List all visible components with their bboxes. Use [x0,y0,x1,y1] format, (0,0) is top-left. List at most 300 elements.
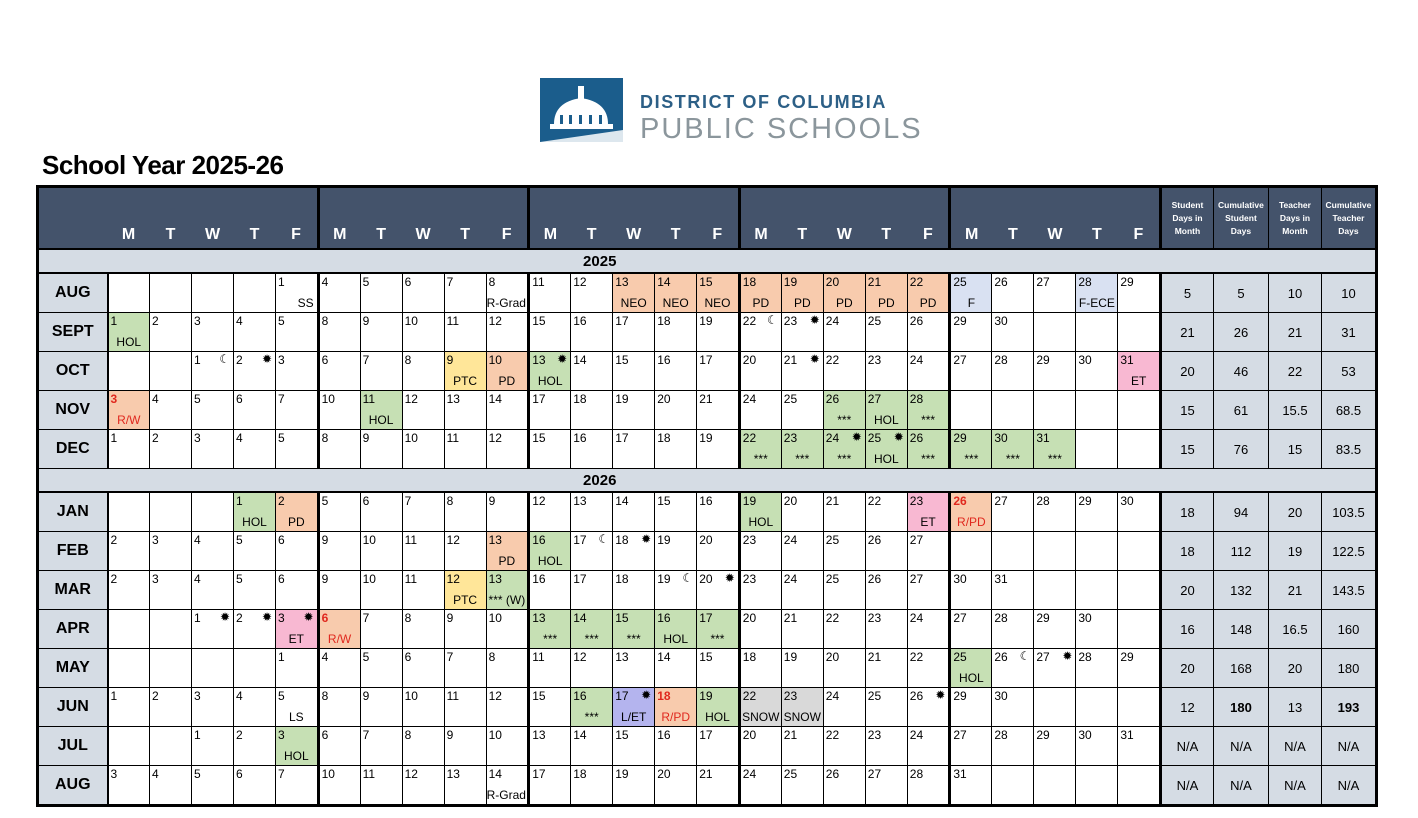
calendar-day [992,273,1034,313]
day-number: 26 [867,572,882,586]
month-label: APR [38,610,108,649]
day-event-label: F-ECE [1078,296,1115,310]
calendar-day [907,391,950,430]
calendar-day [739,273,781,313]
day-number: 15 [699,275,713,289]
stat-value: N/A [1321,766,1376,806]
calendar-day [108,571,150,610]
calendar-day [781,610,823,649]
calendar-day [571,649,613,688]
calendar-empty [1118,313,1161,352]
weekday-header: M [950,187,992,250]
calendar-day [613,727,655,766]
day-number: 19 [615,767,629,781]
calendar-day [571,430,613,469]
calendar-empty [1118,571,1161,610]
day-event-label: HOL [705,710,730,724]
day-number: 13 [615,275,629,289]
day-number: 4 [236,431,243,445]
calendar-day [739,313,781,352]
month-row [38,571,1377,610]
day-number: 3 [278,611,285,625]
calendar-day [402,688,444,727]
day-number: 27 [867,767,882,781]
month-label: JAN [38,492,108,532]
calendar-day [907,610,950,649]
page-title: School Year 2025-26 [42,150,284,180]
day-number: 5 [278,431,285,445]
day-number: 11 [446,431,460,445]
calendar-day [823,313,865,352]
calendar-empty [108,727,150,766]
calendar-day [444,313,486,352]
day-number: 28 [994,611,1008,625]
calendar-day [529,766,571,806]
day-number: 24 [825,431,840,445]
calendar-day [444,430,486,469]
day-number: 19 [657,572,671,586]
day-number: 6 [404,650,412,664]
calendar-day [360,313,402,352]
stat-value: 15 [1160,391,1213,430]
day-number: 18 [742,275,757,289]
calendar-day [276,766,319,806]
day-number: 25 [953,275,967,289]
day-number: 27 [1036,650,1050,664]
day-number: 26 [909,314,924,328]
calendar-day [529,610,571,649]
calendar-day [318,430,360,469]
day-number: 7 [278,392,285,406]
moon-icon: ☾ [682,571,694,585]
calendar-empty [992,766,1034,806]
calendar-empty [150,273,192,313]
calendar-day [444,571,486,610]
calendar-day [444,352,486,391]
calendar-day [444,532,486,571]
calendar-empty [150,610,192,649]
day-number: 8 [488,650,496,664]
calendar-day [402,532,444,571]
calendar-empty [992,391,1034,430]
day-number: 1 [194,728,201,742]
day-number: 29 [1120,650,1134,664]
calendar-day [360,571,402,610]
school-calendar-table [36,185,1378,807]
day-event-label: R/PD [957,515,986,529]
calendar-day [823,492,865,532]
calendar-day [529,492,571,532]
weekday-header: W [192,187,234,250]
day-number: 12 [446,533,460,547]
sun-icon: ✹ [809,313,820,327]
day-number: 9 [321,572,329,586]
calendar-day [234,352,276,391]
calendar-day [402,610,444,649]
weekday-header: T [571,187,613,250]
calendar-day [234,532,276,571]
calendar-day [823,727,865,766]
calendar-day [613,492,655,532]
calendar-day [529,313,571,352]
year-spacer [1160,249,1376,273]
day-number: 2 [278,494,285,508]
calendar-day [697,571,740,610]
day-number: 15 [699,650,713,664]
month-row [38,649,1377,688]
day-number: 2 [110,533,118,547]
calendar-day [360,766,402,806]
stat-value: 53 [1321,352,1376,391]
calendar-empty [1118,766,1161,806]
day-number: 22 [909,650,924,664]
calendar-empty [1034,571,1076,610]
day-event-label: *** [1005,452,1020,466]
day-number: 31 [1036,431,1050,445]
calendar-day [150,571,192,610]
calendar-day [865,727,907,766]
month-row [38,430,1377,469]
day-number: 28 [994,353,1008,367]
stat-value: 20 [1268,649,1321,688]
weekday-header: T [1076,187,1118,250]
calendar-day [823,649,865,688]
calendar-day [950,727,992,766]
calendar-empty [1118,391,1161,430]
calendar-day [444,273,486,313]
month-label: JUL [38,727,108,766]
sun-icon: ✹ [641,532,652,546]
day-number: 9 [362,314,370,328]
calendar-day [823,352,865,391]
day-event-label: HOL [242,515,267,529]
day-number: 25 [783,392,798,406]
calendar-day [655,649,697,688]
calendar-day [613,766,655,806]
calendar-day [402,492,444,532]
day-number: 1 [194,353,201,367]
calendar-day [655,352,697,391]
calendar-day [697,391,740,430]
calendar-day [781,492,823,532]
day-number: 24 [783,572,798,586]
day-number: 27 [1036,275,1050,289]
day-number: 23 [867,611,882,625]
month-label: NOV [38,391,108,430]
day-number: 28 [1078,275,1092,289]
stat-header: Student Days in Month [1160,187,1213,250]
calendar-day [739,532,781,571]
calendar-day [402,391,444,430]
stat-value: 76 [1213,430,1268,469]
day-number: 3 [278,728,285,742]
year-label: 2025 [38,249,1161,273]
calendar-day [108,313,150,352]
weekday-header: T [655,187,697,250]
calendar-day [907,352,950,391]
day-number: 28 [909,767,924,781]
stat-value: 143.5 [1321,571,1376,610]
day-number: 12 [488,314,502,328]
day-event-label: *** [921,413,936,427]
day-number: 29 [1036,353,1050,367]
calendar-day [823,273,865,313]
calendar-day [613,273,655,313]
calendar-day [486,352,529,391]
stat-header: Teacher Days in Month [1268,187,1321,250]
calendar-day [739,571,781,610]
calendar-day [402,313,444,352]
stat-value: 20 [1160,571,1213,610]
stat-value: 180 [1213,688,1268,727]
calendar-day [865,688,907,727]
day-number: 4 [236,314,243,328]
calendar-day [907,492,950,532]
day-number: 5 [194,392,201,406]
calendar-day [1034,430,1076,469]
day-event-label: *** [543,632,558,646]
day-number: 28 [909,392,924,406]
calendar-empty [1118,430,1161,469]
day-number: 10 [404,314,418,328]
calendar-day [318,766,360,806]
calendar-day [486,571,529,610]
day-number: 19 [699,689,713,703]
calendar-day [276,313,319,352]
day-number: 8 [404,611,412,625]
calendar-day [318,610,360,649]
weekday-header: T [992,187,1034,250]
day-event-label: NEO [704,296,731,310]
calendar-day [360,727,402,766]
calendar-day [907,649,950,688]
day-number: 29 [1120,275,1134,289]
month-row [38,727,1377,766]
calendar-day [360,430,402,469]
day-number: 23 [783,689,798,703]
day-number: 25 [953,650,967,664]
day-event-label: *** [626,632,641,646]
day-event-label: PD [287,515,305,529]
day-event-label: *** [964,452,979,466]
day-number: 1 [110,431,118,445]
calendar-day [486,430,529,469]
day-number: 1 [236,494,243,508]
sun-icon: ✹ [893,430,904,444]
day-number: 12 [488,689,502,703]
weekday-header: F [1118,187,1161,250]
calendar-day [992,313,1034,352]
day-number: 2 [236,353,243,367]
calendar-day [571,273,613,313]
calendar-day [992,492,1034,532]
calendar-day [192,727,234,766]
calendar-day [655,571,697,610]
calendar-day [360,352,402,391]
day-number: 13 [532,728,546,742]
day-number: 7 [362,728,370,742]
day-number: 14 [657,650,671,664]
day-number: 16 [657,353,671,367]
day-number: 4 [152,767,159,781]
day-event-label: R/W [117,413,141,427]
day-event-label: *** [753,452,768,466]
calendar-day [571,571,613,610]
weekday-header: F [697,187,740,250]
calendar-day [192,766,234,806]
day-number: 31 [1120,353,1134,367]
calendar-day [823,688,865,727]
day-number: 2 [152,314,159,328]
stat-value: 10 [1268,273,1321,313]
day-number: 18 [657,314,671,328]
day-event-label: HOL [283,749,309,763]
day-number: 30 [994,689,1008,703]
day-number: 9 [446,611,454,625]
day-number: 8 [321,689,329,703]
day-event-label: HOL [663,632,689,646]
day-number: 6 [236,767,243,781]
calendar-day [1118,273,1161,313]
day-event-label: *** [921,452,936,466]
stat-value: 21 [1268,313,1321,352]
calendar-day [192,313,234,352]
stat-value: 132 [1213,571,1268,610]
day-number: 12 [573,275,587,289]
day-number: 25 [867,431,882,445]
calendar-day [823,571,865,610]
day-number: 1 [110,314,118,328]
calendar-day [150,688,192,727]
weekday-header: F [276,187,319,250]
calendar-day [781,688,823,727]
calendar-day [318,649,360,688]
day-number: 18 [573,392,587,406]
calendar-day [781,532,823,571]
stat-value: 18 [1160,532,1213,571]
day-number: 26 [825,767,840,781]
day-number: 4 [321,650,329,664]
day-number: 10 [362,533,376,547]
calendar-day [950,313,992,352]
day-number: 11 [362,767,376,781]
day-number: 27 [994,494,1008,508]
day-number: 29 [953,314,967,328]
calendar-day [571,610,613,649]
day-number: 21 [783,611,798,625]
calendar-day [781,766,823,806]
calendar-day [318,391,360,430]
day-number: 20 [742,728,757,742]
stat-value: 19 [1268,532,1321,571]
calendar-day [1076,610,1118,649]
day-number: 25 [867,314,882,328]
calendar-day [486,492,529,532]
calendar-day [402,649,444,688]
calendar-day [739,391,781,430]
calendar-day [318,727,360,766]
sun-icon: ✹ [219,610,230,624]
day-event-label: L/ET [621,710,647,724]
day-event-label: *** (W) [488,593,526,607]
sun-icon: ✹ [724,571,735,585]
calendar-day [697,610,740,649]
stat-value: N/A [1213,766,1268,806]
calendar-day [571,727,613,766]
calendar-day [739,352,781,391]
stat-value: 15 [1160,430,1213,469]
day-number: 22 [825,611,840,625]
logo-line-2: PUBLIC SCHOOLS [640,113,923,145]
day-number: 12 [488,431,502,445]
calendar-day [907,273,950,313]
calendar-day [276,649,319,688]
stat-value: 10 [1321,273,1376,313]
month-label: JUN [38,688,108,727]
day-number: 30 [1078,353,1092,367]
calendar-day [234,727,276,766]
calendar-day [529,391,571,430]
sun-icon: ✹ [851,430,862,444]
calendar-day [108,766,150,806]
day-event-label: HOL [368,413,394,427]
month-row [38,391,1377,430]
header-corner [38,187,108,250]
day-number: 29 [1078,494,1092,508]
day-number: 12 [404,767,418,781]
day-event-label: *** [795,452,810,466]
calendar-day [108,430,150,469]
calendar-day [402,273,444,313]
weekday-header: F [907,187,950,250]
day-event-label: PD [498,554,516,568]
day-number: 5 [362,275,370,289]
day-number: 31 [994,572,1008,586]
weekday-header: T [234,187,276,250]
day-number: 24 [909,353,924,367]
day-number: 23 [783,431,798,445]
calendar-empty [150,352,192,391]
calendar-day [276,727,319,766]
calendar-day [402,430,444,469]
day-number: 5 [362,650,370,664]
day-number: 15 [657,494,671,508]
day-number: 9 [446,728,454,742]
calendar-day [529,430,571,469]
calendar-day [823,430,865,469]
calendar-day [192,430,234,469]
sun-icon: ✹ [935,688,946,702]
day-number: 6 [278,533,285,547]
day-number: 29 [1036,728,1050,742]
calendar-day [360,688,402,727]
day-event-label: ET [288,632,304,646]
weekday-header: T [781,187,823,250]
calendar-day [655,766,697,806]
calendar-day [529,532,571,571]
calendar-empty [1118,532,1161,571]
stat-value: 168 [1213,649,1268,688]
calendar-day [1034,352,1076,391]
day-event-label: R/PD [661,710,691,724]
day-number: 22 [909,275,924,289]
day-event-label: PD [919,296,937,310]
calendar-empty [950,532,992,571]
day-event-label: *** [710,632,725,646]
calendar-day [486,273,529,313]
calendar-day [950,273,992,313]
month-row [38,492,1377,532]
